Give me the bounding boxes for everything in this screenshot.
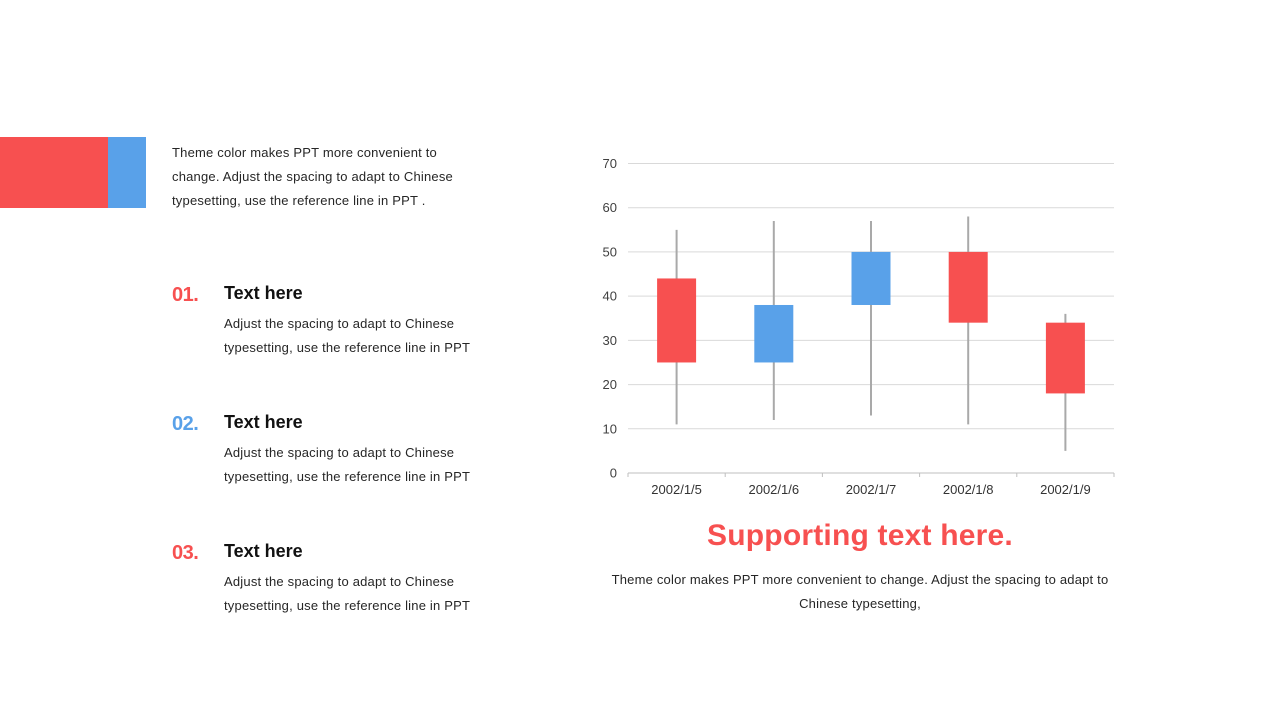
item-body-line: Adjust the spacing to adapt to Chinese <box>224 574 455 589</box>
item-content <box>224 412 470 489</box>
y-axis-tick-label: 50 <box>602 244 617 260</box>
item-content <box>224 283 470 360</box>
item-body <box>224 570 470 618</box>
y-axis-tick-label: 40 <box>602 288 617 304</box>
candle-body <box>949 252 988 323</box>
supporting-line: Theme color makes PPT more convenient to change. Adjust the spacing to adapt to <box>611 572 1109 587</box>
item-body <box>224 441 470 489</box>
candle-body <box>754 305 793 362</box>
y-axis-tick-label: 20 <box>602 377 617 393</box>
list-item-02 <box>172 412 470 489</box>
item-body-line: typesetting, use the reference line in PPT <box>224 469 471 484</box>
y-axis-tick-label: 10 <box>602 421 617 437</box>
y-axis-tick-label: 30 <box>602 332 617 348</box>
supporting-line: Chinese typesetting, <box>799 596 921 611</box>
x-axis-category-label: 2002/1/8 <box>942 482 994 497</box>
list-item-03 <box>172 541 470 618</box>
item-number: 02. <box>172 413 199 435</box>
intro-line: Theme color makes PPT more convenient to <box>172 145 437 160</box>
accent-block-blue <box>108 137 146 208</box>
intro-paragraph <box>172 141 472 213</box>
candle-body <box>657 278 696 362</box>
intro-line: typesetting, use the reference line in PPT . <box>172 193 426 208</box>
candle-body <box>1046 323 1085 394</box>
intro-line: change. Adjust the spacing to adapt to Chinese <box>172 169 453 184</box>
item-number: 03. <box>172 542 199 564</box>
x-axis-category-label: 2002/1/6 <box>748 482 800 497</box>
item-title: Text here <box>224 412 303 432</box>
item-body-line: typesetting, use the reference line in PPT <box>224 598 471 613</box>
y-axis-tick-label: 0 <box>609 465 617 481</box>
candlestick-chart-svg <box>590 150 1130 500</box>
supporting-title: Supporting text here. <box>707 519 1013 552</box>
list-item-01 <box>172 283 470 360</box>
accent-block-red <box>0 137 108 208</box>
x-axis-category-label: 2002/1/9 <box>1040 482 1091 497</box>
item-title: Text here <box>224 541 303 561</box>
item-number: 01. <box>172 284 199 306</box>
item-body-line: typesetting, use the reference line in PPT <box>224 340 471 355</box>
candle-body <box>852 252 891 305</box>
supporting-paragraph <box>575 568 1145 616</box>
item-content <box>224 541 470 618</box>
x-axis-category-label: 2002/1/7 <box>845 482 897 497</box>
item-body-line: Adjust the spacing to adapt to Chinese <box>224 445 455 460</box>
y-axis-tick-label: 70 <box>602 156 617 171</box>
item-body <box>224 312 470 360</box>
item-title: Text here <box>224 283 303 303</box>
item-body-line: Adjust the spacing to adapt to Chinese <box>224 316 455 331</box>
candlestick-chart <box>590 150 1130 500</box>
y-axis-tick-label: 60 <box>602 200 617 216</box>
x-axis-category-label: 2002/1/5 <box>651 482 702 497</box>
